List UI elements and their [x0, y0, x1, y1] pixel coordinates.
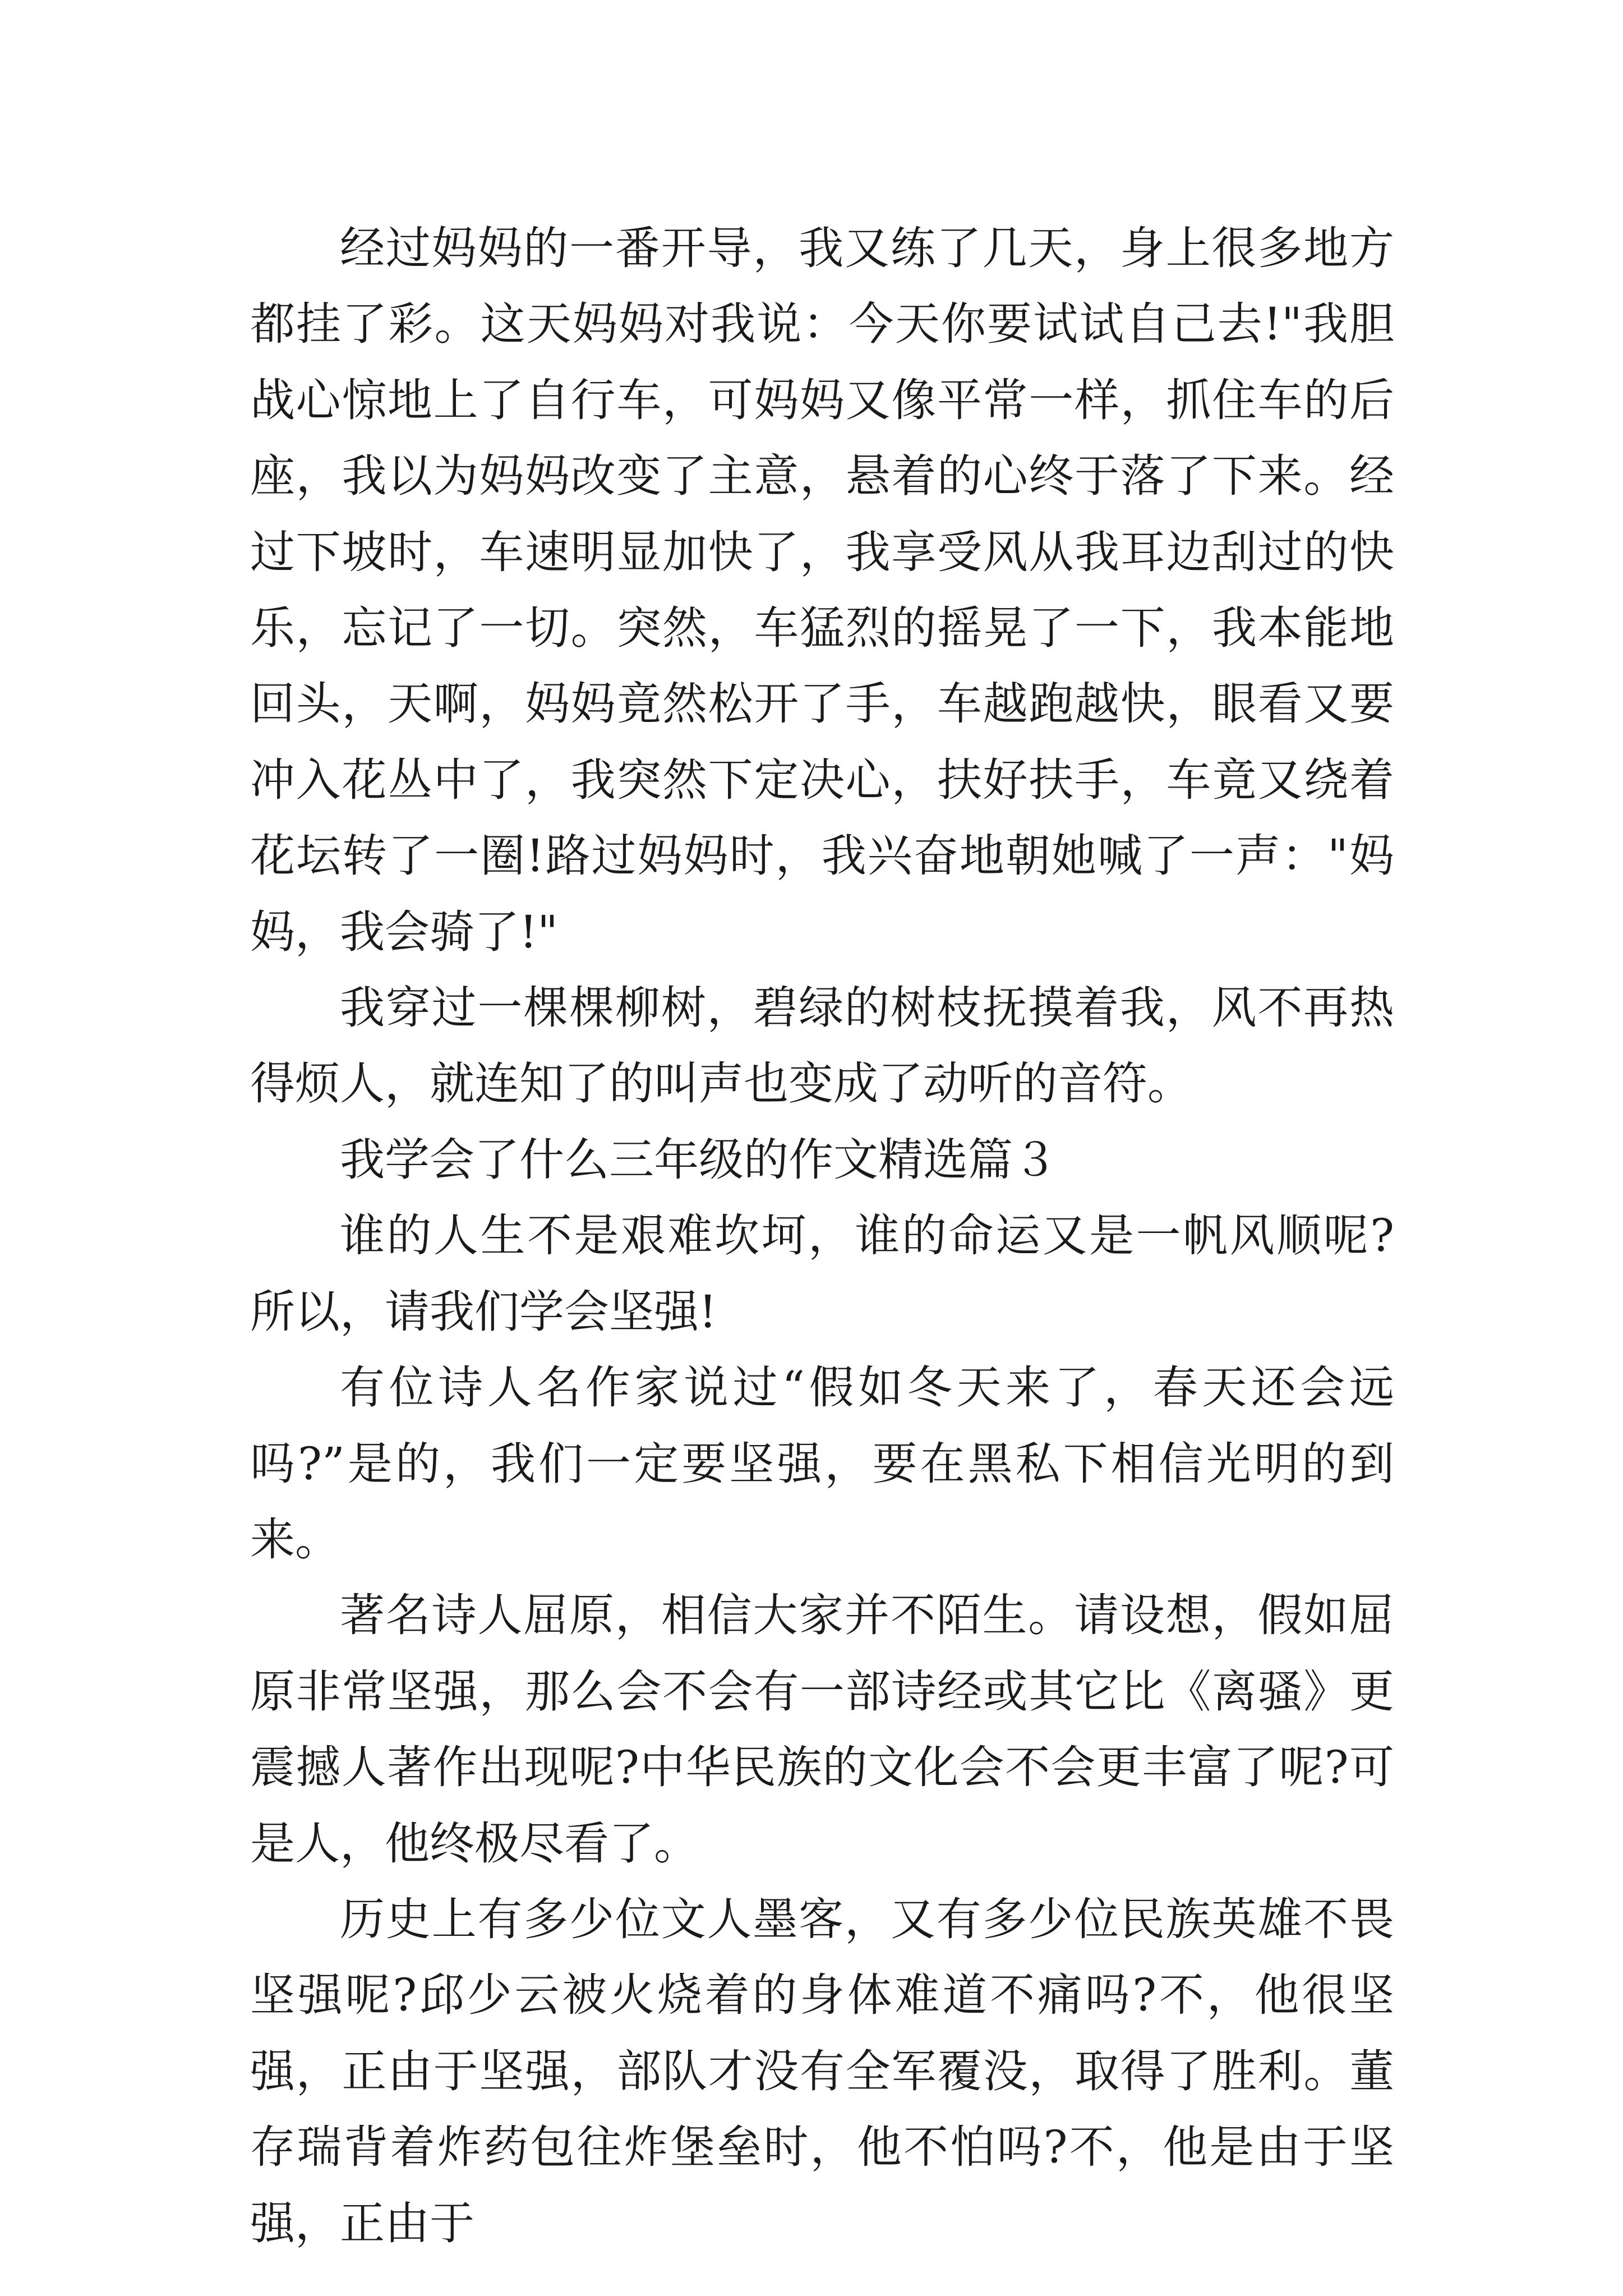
paragraph-learning-to-ride: 经过妈妈的一番开导，我又练了几天，身上很多地方都挂了彩。这天妈妈对我说：今天你要试试自己去!"我胆战心惊地上了自行车，可妈妈又像平常一样，抓住车的后座，我以为妈妈改变了主意，悬着的心终于落了下来。经过下坡时，车速明显加快了，我享受风从我耳边刮过的快乐，忘记了一切。突然，车猛烈的摇晃了一下，我本能地回头，天啊，妈妈竟然松开了手，车越跑越快，眼看又要冲入花丛中了，我突然下定决心，扶好扶手，车竟又绕着花坛转了一圈!路过妈妈时，我兴奋地朝她喊了一声："妈妈，我会骑了!"	[250, 222, 1394, 958]
paragraph-poet-quote: 有位诗人名作家说过“假如冬天来了，春天还会远吗?”是的，我们一定要坚强，要在黑私下相信光明的到来。	[250, 1361, 1394, 1566]
paragraph-qu-yuan: 著名诗人屈原，相信大家并不陌生。请设想，假如屈原非常坚强，那么会不会有一部诗经或其它比《离骚》更震撼人著作出现呢?中华民族的文化会不会更丰富了呢?可是人，他终极尽看了。	[250, 1589, 1394, 1870]
paragraph-willow-trees: 我穿过一棵棵柳树，碧绿的树枝抚摸着我，风不再热得烦人，就连知了的叫声也变成了动听的音符。	[250, 982, 1394, 1110]
document-body	[250, 210, 1394, 2261]
paragraph-heroes: 历史上有多少位文人墨客，又有多少位民族英雄不畏坚强呢?邱少云被火烧着的身体难道不痛吗?不，他很坚强，正由于坚强，部队才没有全军覆没，取得了胜利。董存瑞背着炸药包往炸堡垒时，他不怕吗?不，他是由于坚强，正由于	[250, 1893, 1394, 2249]
paragraph-life-hardship: 谁的人生不是艰难坎坷，谁的命运又是一帆风顺呢?所以，请我们学会坚强!	[250, 1209, 1394, 1338]
section-heading: 我学会了什么三年级的作文精选篇３	[340, 1133, 1058, 1186]
